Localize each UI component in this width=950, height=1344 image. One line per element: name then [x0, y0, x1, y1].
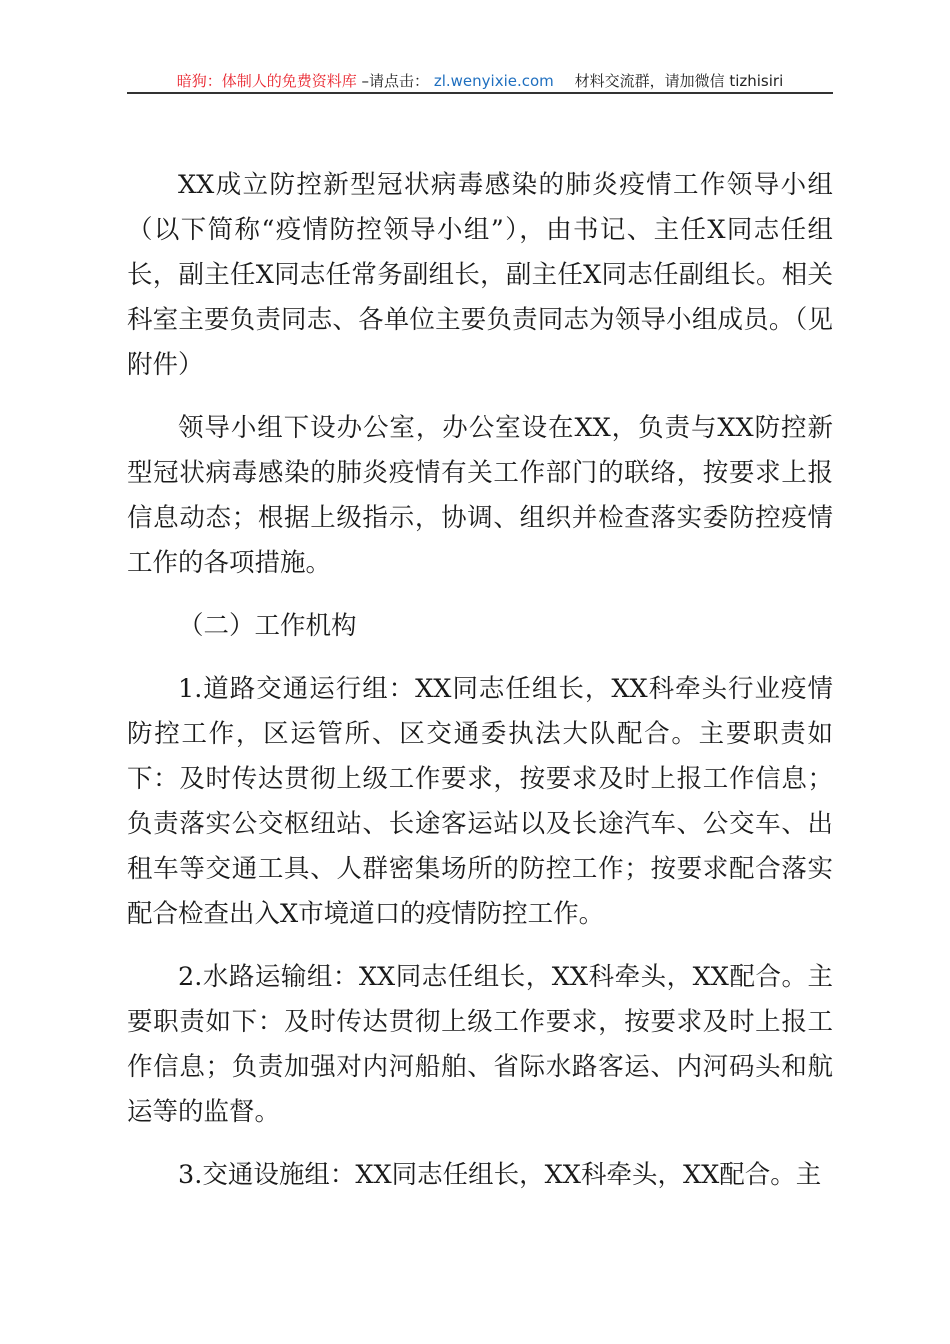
- site-label: 暗狗：体制人的免费资料库: [176, 72, 357, 90]
- site-url-link[interactable]: zl.wenyixie.com: [433, 72, 554, 90]
- paragraph-road-traffic-group: 1.道路交通运行组：XX同志任组长，XX科牵头行业疫情防控工作，区运管所、区交通委执法大队配合。主要职责如下：及时传达贯彻上级工作要求，按要求及时上报工作信息；负责落实公交枢纽站、长途客运站以及长途汽车、公交车、出租车等交通工具、人群密集场所的防控工作；按要求配合落实配合检查出入X市境道口的疫情防控工作。: [127, 674, 833, 929]
- paragraph-waterway-group: 2.水路运输组：XX同志任组长，XX科牵头，XX配合。主要职责如下：及时传达贯彻上级工作要求，按要求及时上报工作信息；负责加强对内河船舶、省际水路客运、内河码头和航运等的监督。: [127, 962, 833, 1127]
- paragraph-facilities-group: 3.交通设施组：XX同志任组长，XX科牵头，XX配合。主: [178, 1160, 822, 1190]
- header-divider: [127, 92, 833, 94]
- paragraph-office: 领导小组下设办公室，办公室设在XX，负责与XX防控新型冠状病毒感染的肺炎疫情有关工作部门的联络，按要求上报信息动态；根据上级指示，协调、组织并检查落实委防控疫情工作的各项措施。: [127, 413, 833, 578]
- page-header-banner: [127, 70, 833, 92]
- wechat-note: 材料交流群，请加微信 tizhisiri: [574, 72, 784, 90]
- document-body: [127, 163, 833, 1216]
- click-prompt: –请点击：: [361, 72, 430, 90]
- paragraph-leadership-group: XX成立防控新型冠状病毒感染的肺炎疫情工作领导小组（以下简称“疫情防控领导小组”），由书记、主任X同志任组长，副主任X同志任常务副组长，副主任X同志任副组长。相关科室主要负责同志、各单位主要负责同志为领导小组成员。（见附件）: [127, 170, 833, 380]
- section-heading-work-organization: （二）工作机构: [178, 611, 357, 641]
